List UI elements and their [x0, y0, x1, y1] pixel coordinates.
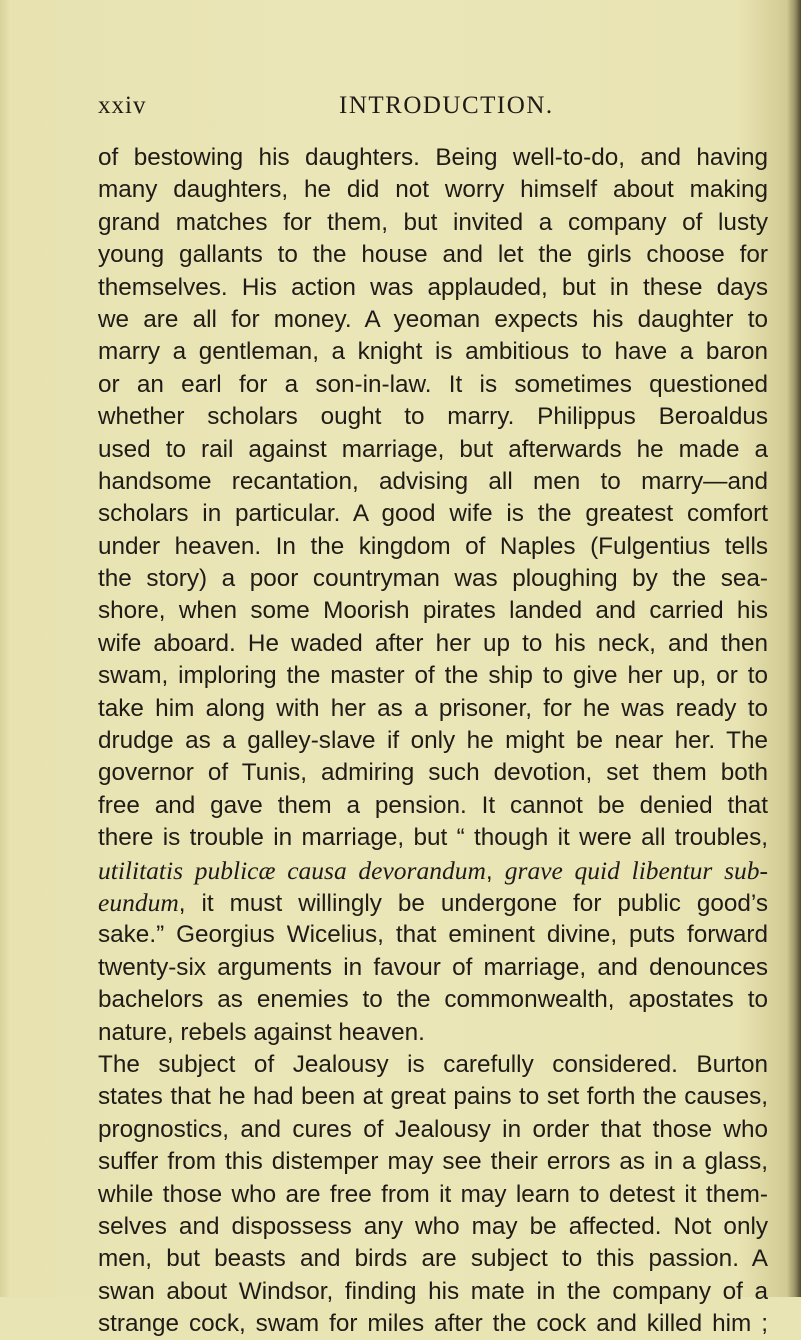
latin-phrase: utilitatis publicæ causa devorandum [98, 855, 486, 885]
text-line: of bestowing his daughters. Being well-to-do, and having [98, 144, 768, 171]
text-line: free and gave them a pension. It cannot be denied that [98, 791, 768, 819]
text-line: many daughters, he did not worry himself about making [98, 176, 768, 204]
page-gutter-shadow [0, 0, 10, 1297]
text-line: scholars in particular. A good wife is the greatest comfort [98, 500, 768, 528]
text-line: strange cock, swam for miles after the cock and killed him ; [98, 1310, 768, 1338]
text-line: while those who are free from it may learn to detest it them- [98, 1180, 768, 1208]
text-line: handsome recantation, advising all men to marry—and [98, 467, 768, 495]
text-line: or an earl for a son-in-law. It is sometimes questioned [98, 370, 768, 398]
text-line: under heaven. In the kingdom of Naples (Fulgentius tells [98, 532, 768, 560]
text-line: grand matches for them, but invited a company of lusty [98, 208, 768, 236]
body-text [98, 142, 768, 1340]
text-line: we are all for money. A yeoman expects his daughter to [98, 305, 768, 333]
text-line-latin [98, 855, 768, 887]
latin-phrase-end: eundum [98, 887, 179, 917]
text-line: shore, when some Moorish pirates landed and carried his [98, 597, 768, 625]
text-line: men, but beasts and birds are subject to this passion. A [98, 1245, 768, 1273]
text-line: selves and dispossess any who may be affected. Not only [98, 1212, 768, 1240]
latin-line-rest: , it must willingly be undergone for public good’s [178, 889, 768, 917]
text-line: sake.” Georgius Wicelius, that eminent divine, puts forward [98, 921, 768, 949]
text-line: swan about Windsor, finding his mate in the company of a [98, 1277, 768, 1305]
paragraph-end-line: nature, rebels against heaven. [98, 1018, 425, 1046]
page-number: xxiv [98, 92, 147, 119]
paragraph-start-line: The subject of Jealousy is carefully considered. Burton [98, 1050, 768, 1078]
text-line: used to rail against marriage, but afterwards he made a [98, 435, 768, 463]
running-head [98, 92, 698, 126]
text-line: the story) a poor countryman was ploughing by the sea- [98, 565, 768, 593]
text-line: suffer from this distemper may see their errors as in a glass, [98, 1148, 768, 1176]
text-line: bachelors as enemies to the commonwealth, apostates to [98, 986, 768, 1014]
page-edge-shadow [787, 0, 801, 1297]
text-line: there is trouble in marriage, but “ though it were all troubles, [98, 824, 768, 852]
text-line: states that he had been at great pains to set forth the causes, [98, 1083, 768, 1111]
text-line: drudge as a galley-slave if only he might be near her. The [98, 727, 768, 755]
text-line: marry a gentleman, a knight is ambitious to have a baron [98, 338, 768, 366]
text-line-latin-end [98, 887, 768, 919]
latin-comma: , [485, 857, 505, 885]
text-line: young gallants to the house and let the girls choose for [98, 241, 768, 269]
text-line: themselves. His action was applauded, but in these days [98, 273, 768, 301]
chapter-title: INTRODUCTION. [339, 92, 554, 119]
text-line: take him along with her as a prisoner, for he was ready to [98, 694, 768, 722]
latin-phrase-2: grave quid libentur sub- [504, 855, 768, 885]
text-line: governor of Tunis, admiring such devotion, set them both [98, 759, 768, 787]
text-line: swam, imploring the master of the ship to give her up, or to [98, 662, 768, 690]
text-line: prognostics, and cures of Jealousy in order that those who [98, 1115, 768, 1143]
text-line: wife aboard. He waded after her up to his neck, and then [98, 629, 768, 657]
text-line: whether scholars ought to marry. Philippus Beroaldus [98, 403, 768, 431]
text-line: twenty-six arguments in favour of marriage, and denounces [98, 953, 768, 981]
